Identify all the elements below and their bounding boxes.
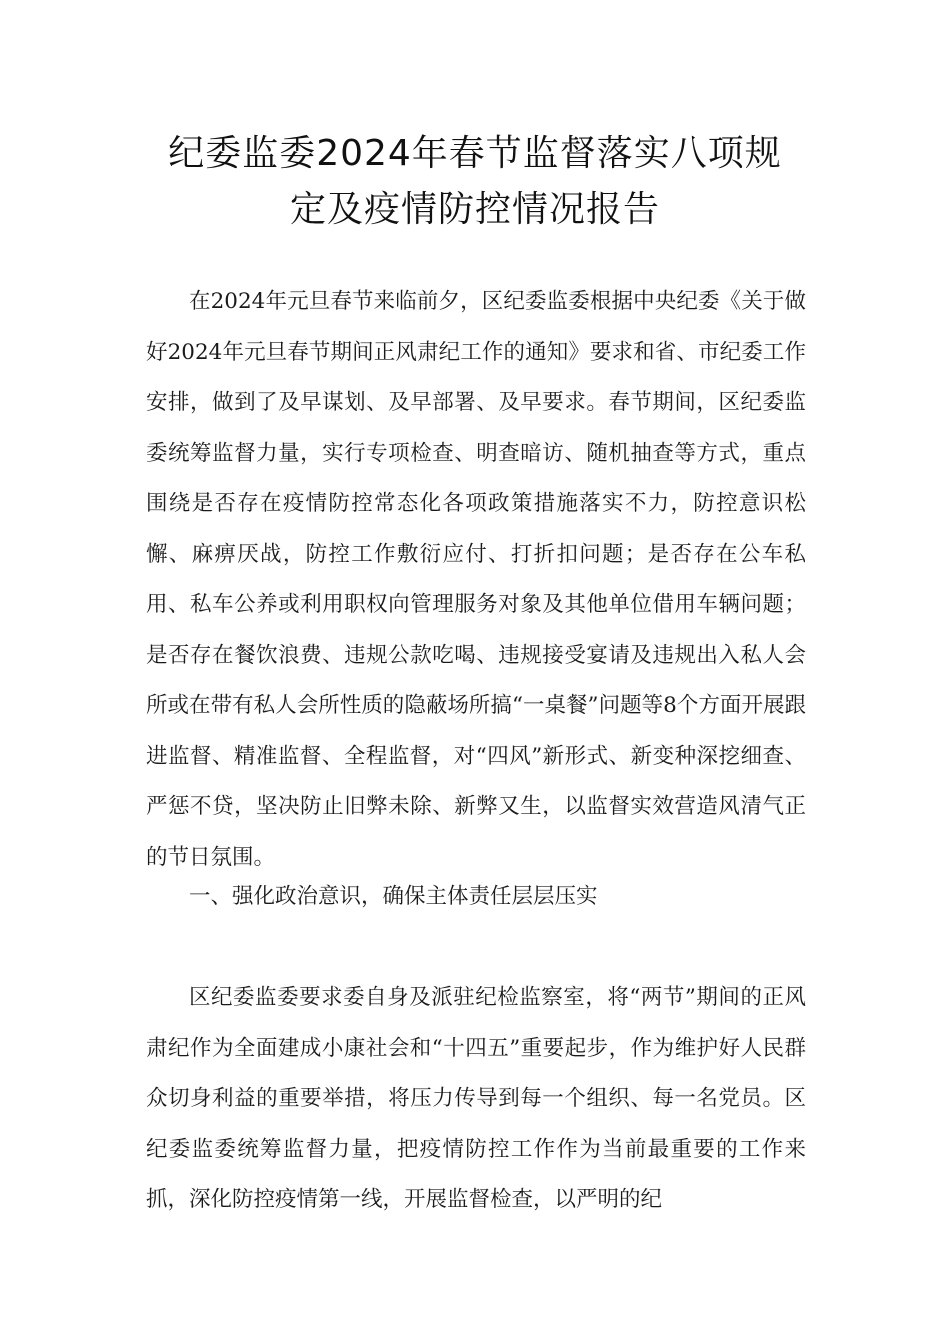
title-line-2: 定及疫情防控情况报告 bbox=[289, 189, 660, 230]
document-title bbox=[120, 126, 830, 238]
body-paragraph-2 bbox=[146, 973, 806, 1226]
body-paragraph-1 bbox=[146, 277, 806, 883]
section-heading-1 bbox=[146, 872, 806, 923]
paragraph-text: 在2024年元旦春节来临前夕，区纪委监委根据中央纪委《关于做好2024年元旦春节期间正风肃纪工作的通知》要求和省、市纪委工作安排，做到了及早谋划、及早部署、及早要求。春节期间，区纪委监委统筹监督力量，实行专项检查、明查暗访、随机抽查等方式，重点围绕是否存在疫情防控常态化各项政策措施落实不力，防控意识松懈、麻痹厌战，防控工作敷衍应付、打折扣问题；是否存在公车私用、私车公养或利用职权向管理服务对象及其他单位借用车辆问题；是否存在餐饮浪费、违规公款吃喝、违规接受宴请及违规出入私人会所或在带有私人会所性质的隐蔽场所搞“一桌餐”问题等8个方面开展跟进监督、精准监督、全程监督，对“四风”新形式、新变种深挖细查、严惩不贷，坚决防止旧弊未除、新弊又生，以监督实效营造风清气正的节日氛围。 bbox=[146, 289, 806, 870]
paragraph-text: 区纪委监委要求委自身及派驻纪检监察室，将“两节”期间的正风肃纪作为全面建成小康社会和“十四五”重要起步，作为维护好人民群众切身利益的重要举措，将压力传导到每一个组织、每一名党员。区纪委监委统筹监督力量，把疫情防控工作作为当前最重要的工作来抓，深化防控疫情第一线，开展监督检查，以严明的纪 bbox=[146, 985, 806, 1212]
title-line-1: 纪委监委2024年春节监督落实八项规 bbox=[168, 133, 782, 174]
section-heading-text: 一、强化政治意识，确保主体责任层层压实 bbox=[189, 884, 598, 909]
